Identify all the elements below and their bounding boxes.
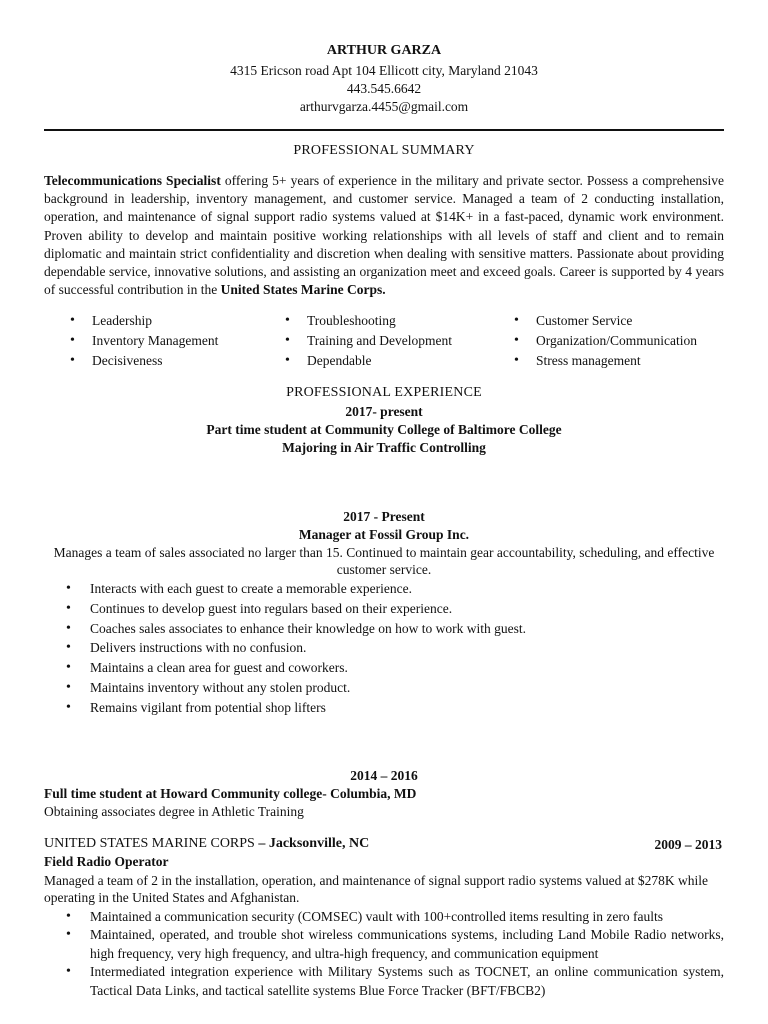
education-1-dates: 2017- present [345, 404, 423, 419]
candidate-name: ARTHUR GARZA [326, 43, 442, 58]
experience-heading: PROFESSIONAL EXPERIENCE [286, 385, 482, 400]
skill-item: • Customer Service [514, 311, 697, 331]
education-2-description: Obtaining associates degree in Athletic Training [44, 804, 304, 819]
skill-item: • Stress management [514, 351, 697, 371]
summary-lead: Telecommunications Specialist [44, 173, 221, 188]
usmc-description: Managed a team of 2 in the installation, operation, and maintenance of signal support radio systems valued at $278K while operating in the United States and Afghanistan. [44, 873, 708, 905]
skills-column-3 [514, 311, 697, 371]
education-2-school: Full time student at Howard Community college- Columbia, MD [44, 786, 417, 801]
usmc-location: – Jacksonville, NC [254, 836, 370, 851]
email-address: arthurvgarza.4455@gmail.com [299, 99, 469, 114]
skill-item: • Dependable [285, 351, 452, 371]
list-item: • Coaches sales associates to enhance their knowledge on how to work with guest. [44, 619, 724, 639]
usmc-role: Field Radio Operator [44, 854, 169, 869]
phone-number: 443.545.6642 [346, 81, 422, 96]
skills-column-1 [70, 311, 218, 371]
summary-body: offering 5+ years of experience in the military and private sector. Possess a comprehensive background in leadership, inventory management, and customer service. Managed a team of 2 conducting installation, operation, and maintenance of signal support radio systems valued at $14K+ in a fast-paced, dynamic work environment. Proven ability to develop and maintain positive working relationships with all levels of staff and client and to remain diplomatic and maintain strict confidentiality and discretion when dealing with sensitive matters. Passionate about providing dependable service, innovative solutions, and assisting an organization meet and exceed goals. Career is supported by 4 years of successful contribution in the [44, 173, 724, 298]
address: 4315 Ericson road Apt 104 Ellicott city, Maryland 21043 [230, 63, 538, 78]
education-1-school: Part time student at Community College of Baltimore College [206, 422, 562, 437]
summary-tail: United States Marine Corps. [220, 282, 386, 298]
usmc-header [44, 836, 724, 852]
skills-column-2 [285, 311, 452, 371]
usmc-bullet-list [44, 908, 724, 1000]
job-1-bullet-list [44, 579, 724, 718]
list-item: • Continues to develop guest into regulars based on their experience. [44, 599, 724, 619]
list-item: • Maintains inventory without any stolen product. [44, 678, 724, 698]
skill-item: • Inventory Management [70, 331, 218, 351]
skill-item: • Decisiveness [70, 351, 218, 371]
list-item: • Maintains a clean area for guest and coworkers. [44, 658, 724, 678]
list-item: • Maintained, operated, and trouble shot wireless communications systems, including Land Mobile Radio networks, high frequency, very high frequency, and ultra-high frequency, and communication equipment [44, 926, 724, 963]
job-1-dates: 2017 - Present [343, 509, 425, 524]
list-item: • Intermediated integration experience with Military Systems such as TOCNET, an online communication system, Tactical Data Links, and tactical satellite systems Blue Force Tracker (BFT/FBCB2) [44, 963, 724, 1000]
skill-item: • Troubleshooting [285, 311, 452, 331]
summary-heading: PROFESSIONAL SUMMARY [293, 143, 475, 158]
skill-item: • Leadership [70, 311, 218, 331]
usmc-organization: UNITED STATES MARINE CORPS [44, 836, 255, 851]
job-1-description: Manages a team of sales associated no larger than 15. Continued to maintain gear accountability, scheduling, and effective customer service. [53, 545, 715, 577]
skill-item: • Organization/Communication [514, 331, 697, 351]
list-item: • Interacts with each guest to create a memorable experience. [44, 579, 724, 599]
skill-item: • Training and Development [285, 331, 452, 351]
summary-paragraph [44, 172, 724, 299]
header-divider [44, 129, 724, 131]
job-1-title: Manager at Fossil Group Inc. [298, 527, 470, 542]
education-1-major: Majoring in Air Traffic Controlling [282, 440, 486, 455]
list-item: • Maintained a communication security (COMSEC) vault with 100+controlled items resulting in zero faults [44, 908, 724, 926]
list-item: • Remains vigilant from potential shop lifters [44, 698, 724, 718]
education-2-dates: 2014 – 2016 [350, 768, 418, 783]
usmc-dates: 2009 – 2013 [654, 837, 722, 852]
list-item: • Delivers instructions with no confusion. [44, 638, 724, 658]
